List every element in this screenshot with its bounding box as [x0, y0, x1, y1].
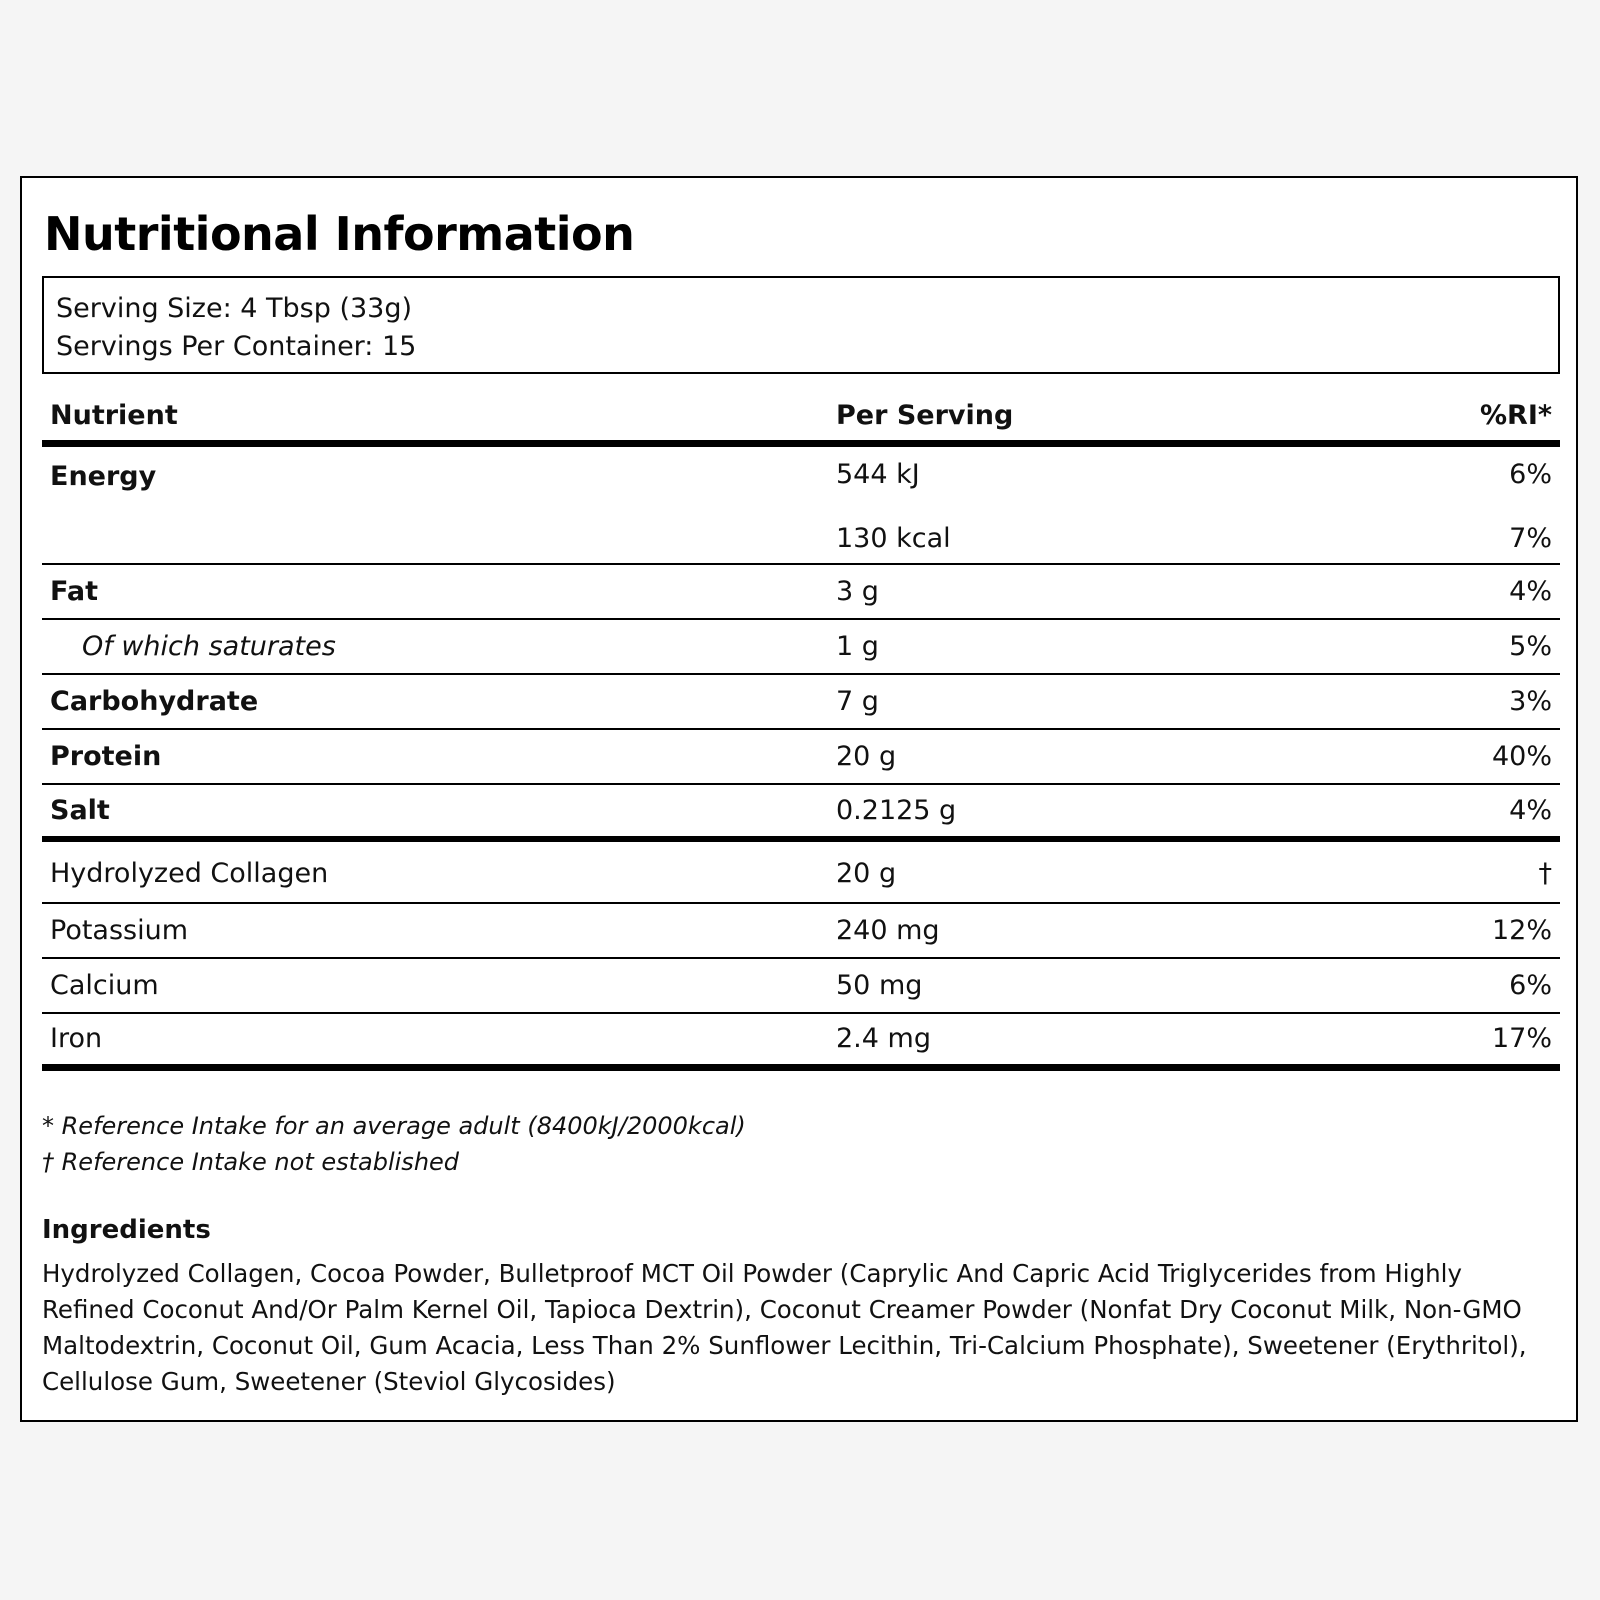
nutrient-ri: 5%: [1388, 619, 1560, 674]
nutrient-name: Energy: [50, 461, 157, 492]
nutrient-value: 50 mg: [828, 958, 1388, 1013]
ingredients-text: Hydrolyzed Collagen, Cocoa Powder, Bulletproof MCT Oil Powder (Caprylic And Capric Acid Triglycerides from Highly Refined Coconut And/Or Palm Kernel Oil, Tapioca Dextrin), Coconut Creamer Powder (Nonfat Dry Coconut Milk, Non-GMO Maltodextrin, Coconut Oil, Gum Acacia, Less Than 2% Sunflower Lecithin, Tri-Calcium Phosphate), Sweetener (Erythritol), Cellulose Gum, Sweetener (Steviol Glycosides): [42, 1259, 1527, 1396]
table-row: [42, 784, 1560, 839]
nutrient-value: 2.4 mg: [828, 1013, 1388, 1068]
nutrient-name: Potassium: [42, 903, 828, 958]
serving-info-box: [42, 276, 1560, 374]
nutrient-name-empty: [42, 514, 828, 564]
nutrient-ri: 40%: [1388, 729, 1560, 784]
nutrient-value: 130 kcal: [828, 514, 1388, 564]
table-row: [42, 839, 1560, 903]
table-row-energy-kcal: [42, 514, 1560, 564]
nutrient-ri: 4%: [1388, 784, 1560, 839]
table-row: [42, 903, 1560, 958]
nutrition-table: [42, 390, 1560, 1071]
nutrient-name: Fat: [42, 564, 828, 619]
ingredients-heading: Ingredients: [42, 1215, 211, 1245]
nutrient-name: Calcium: [42, 958, 828, 1013]
nutrient-ri: 7%: [1388, 514, 1560, 564]
table-row: [42, 619, 1560, 674]
nutrient-value: 544 kJ: [836, 459, 920, 490]
nutrition-label: [20, 176, 1578, 1422]
nutrient-value: 20 g: [828, 839, 1388, 903]
nutrient-ri: 4%: [1388, 564, 1560, 619]
nutrient-ri: 6%: [1509, 459, 1552, 490]
nutrient-ri: 17%: [1388, 1013, 1560, 1068]
footnote-not-established: † Reference Intake not established: [42, 1148, 460, 1176]
header-nutrient: Nutrient: [42, 390, 828, 444]
serving-size: Serving Size: 4 Tbsp (33g): [56, 293, 413, 324]
header-ri: %RI*: [1388, 390, 1560, 444]
page-title: Nutritional Information: [44, 207, 635, 261]
nutrient-ri: 3%: [1388, 674, 1560, 729]
nutrient-name: Hydrolyzed Collagen: [42, 839, 828, 903]
nutrient-value: 1 g: [828, 619, 1388, 674]
nutrient-name: Iron: [42, 1013, 828, 1068]
nutrient-name: Carbohydrate: [42, 674, 828, 729]
header-per-serving: Per Serving: [828, 390, 1388, 444]
table-row-energy-kj: [42, 444, 1560, 514]
nutrient-value: 20 g: [828, 729, 1388, 784]
nutrient-ri: †: [1388, 839, 1560, 903]
footnote-ri: * Reference Intake for an average adult (8400kJ/2000kcal): [42, 1112, 746, 1140]
nutrient-name: Salt: [42, 784, 828, 839]
table-header-row: [42, 390, 1560, 444]
footnotes: [42, 1108, 746, 1180]
table-row: [42, 729, 1560, 784]
nutrient-value: 7 g: [828, 674, 1388, 729]
servings-per-container: Servings Per Container: 15: [56, 331, 417, 362]
nutrient-ri: 6%: [1388, 958, 1560, 1013]
table-row: [42, 564, 1560, 619]
nutrient-ri: 12%: [1388, 903, 1560, 958]
nutrient-name: Protein: [42, 729, 828, 784]
table-row: [42, 674, 1560, 729]
nutrient-value: 3 g: [828, 564, 1388, 619]
table-row: [42, 958, 1560, 1013]
nutrient-value: 0.2125 g: [828, 784, 1388, 839]
nutrient-value: 240 mg: [828, 903, 1388, 958]
nutrient-name: Of which saturates: [42, 619, 828, 674]
table-row: [42, 1013, 1560, 1068]
